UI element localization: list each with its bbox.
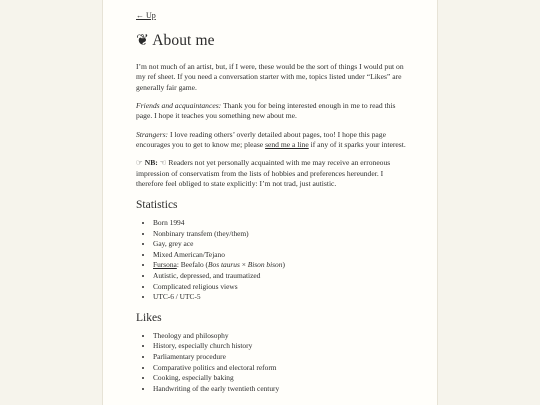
page-column [102, 0, 438, 405]
strangers-text-after: if any of it sparks your interest. [308, 140, 406, 150]
list-item: • Handwriting of the early twentieth century [153, 384, 406, 395]
list-item: • Theology and philosophy [153, 331, 406, 342]
statistics-heading: Statistics [136, 199, 178, 212]
list-item: • UTC-6 / UTC-5 [153, 292, 406, 303]
scientific-name-1: Bos taurus [208, 260, 240, 270]
list-item: • Cooking, especially baking [153, 373, 406, 384]
note-paragraph [136, 158, 406, 190]
list-item: • Complicated religious views [153, 282, 406, 293]
times-sign: × [239, 260, 248, 270]
list-item: • Nonbinary transfem (they/them) [153, 229, 406, 240]
list-item: • Gay, grey ace [153, 239, 406, 250]
intro-paragraph: I’m not much of an artist, but, if I were, these would be the sort of things I would put on my ref sheet. If you need a conversation starter with me, topics listed under “Likes” are generally fair game. [136, 61, 404, 92]
pointing-hand-left-icon: ☜ [159, 158, 167, 168]
list-item: • Comparative politics and electoral reform [153, 363, 406, 374]
friends-paragraph [136, 101, 406, 122]
likes-list [136, 331, 406, 395]
strangers-paragraph [136, 130, 406, 151]
scientific-name-2: Bison bison [247, 260, 283, 270]
list-item: • Born 1994 [153, 218, 406, 229]
fursona-link[interactable]: Fursona [153, 260, 177, 270]
page-title [136, 32, 406, 51]
friends-label: Friends and acquaintances: [136, 100, 222, 110]
up-link[interactable]: ← Up [136, 11, 156, 20]
list-item: • Mixed American/Tejano [153, 250, 406, 261]
send-line-link[interactable]: send me a line [265, 140, 309, 150]
note-text: Readers not yet personally acquainted with me may receive an erroneous impression of conservatism from the lists of hobbies and preferences hereunder. I therefore feel obliged to state explicitly: I’m not trad, just autistic. [136, 158, 391, 189]
fursona-close: ) [282, 260, 285, 270]
strangers-label: Strangers: [136, 129, 169, 139]
fursona-text: : Beefalo ( [176, 260, 209, 270]
likes-heading: Likes [136, 311, 162, 324]
friends-text: Thank you for being interested enough in me to read this page. I hope it teaches you something new about me. [136, 100, 396, 121]
list-item: • Autistic, depressed, and traumatized [153, 271, 406, 282]
pointing-hand-right-icon: ☞ [136, 158, 143, 168]
strangers-text-before: I love reading others’ overly detailed about pages, too! I hope this page encourages you to get to know me; please [136, 129, 386, 150]
main-content [136, 11, 406, 394]
page-title-text: About me [152, 32, 215, 49]
fursona-item [153, 260, 406, 271]
list-item: • Parliamentary procedure [153, 352, 406, 363]
statistics-list [136, 218, 406, 303]
nb-label: NB: [144, 158, 158, 168]
list-item: • History, especially church history [153, 341, 406, 352]
fleuron-icon: ❦ [136, 32, 150, 49]
